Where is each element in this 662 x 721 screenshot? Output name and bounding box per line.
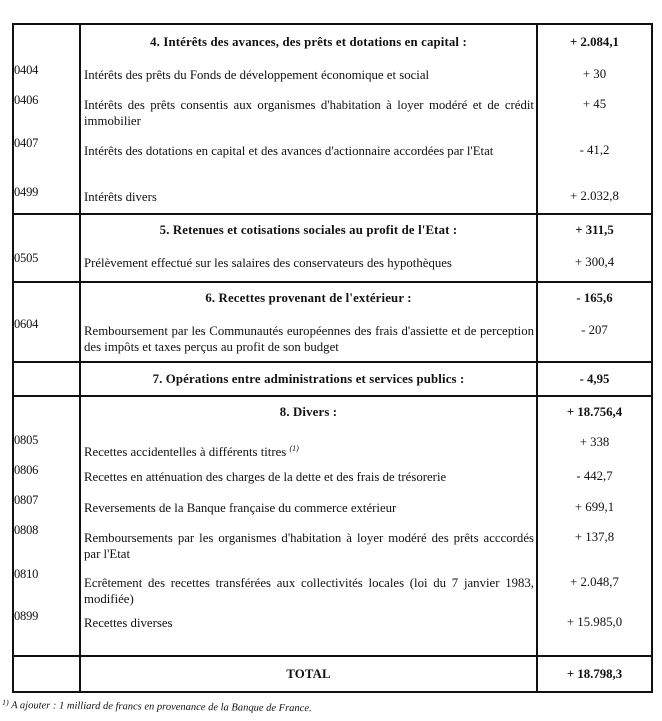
section-total: + 311,5 xyxy=(575,223,614,237)
footnote-reference: (1) xyxy=(289,444,299,453)
item-label: Ecrêtement des recettes transférées aux collectivités locales (loi du 7 janvier 1983, modifiée) xyxy=(84,576,534,606)
item-amount: - 41,2 xyxy=(579,143,610,157)
footnote-text: A ajouter : 1 milliard de francs en provenance de la Banque de France. xyxy=(11,700,312,715)
item-amount: + 300,4 xyxy=(574,255,615,269)
item-label: Intérêts divers xyxy=(84,190,157,204)
item-amount: + 2.032,8 xyxy=(570,189,619,203)
item-amount: - 442,7 xyxy=(576,469,613,483)
section-heading: 6. Recettes provenant de l'extérieur : xyxy=(205,291,412,305)
item-code: 0407 xyxy=(14,136,39,150)
total-amount: + 18.798,3 xyxy=(566,667,623,681)
section-5 xyxy=(12,215,652,283)
item-code: 0899 xyxy=(14,609,39,623)
section-total: - 4,95 xyxy=(579,372,610,386)
section-heading: 4. Intérêts des avances, des prêts et dotations en capital : xyxy=(150,35,467,49)
item-code: 0505 xyxy=(14,251,39,265)
item-label: Recettes diverses xyxy=(84,616,173,630)
section-7 xyxy=(12,363,652,397)
item-amount: + 699,1 xyxy=(574,500,615,514)
section-heading: 5. Retenues et cotisations sociales au profit de l'Etat : xyxy=(159,223,458,237)
item-code: 0807 xyxy=(14,493,39,507)
footnote-mark: 1) xyxy=(1,698,9,708)
item-amount: + 2.048,7 xyxy=(570,575,619,589)
item-amount: + 137,8 xyxy=(574,530,615,544)
item-label-text: Recettes accidentelles à différents titres xyxy=(84,445,287,459)
section-6 xyxy=(12,283,652,363)
item-code: 0810 xyxy=(14,567,39,581)
item-label xyxy=(84,441,534,460)
item-code: 0805 xyxy=(14,433,39,447)
footnote xyxy=(2,698,312,714)
section-heading: 7. Opérations entre administrations et services publics : xyxy=(152,372,465,386)
total-label: TOTAL xyxy=(286,667,331,681)
item-label: Remboursement par les Communautés européennes des frais d'assiette et de perception des impôts et taxes perçus au profit de son budget xyxy=(84,324,534,354)
item-code: 0404 xyxy=(14,63,39,77)
item-label: Intérêts des prêts consentis aux organismes d'habitation à loyer modéré et de crédit immobilier xyxy=(84,98,534,128)
section-total: + 18.756,4 xyxy=(566,405,623,419)
item-amount: - 207 xyxy=(581,323,608,337)
item-amount: + 338 xyxy=(579,435,610,449)
item-label: Recettes en atténuation des charges de la dette et des frais de trésorerie xyxy=(84,470,447,484)
item-label: Reversements de la Banque française du commerce extérieur xyxy=(84,501,397,515)
item-code: 0806 xyxy=(14,463,39,477)
item-label: Remboursements par les organismes d'habitation à loyer modéré des prêts acccordés par l'Etat xyxy=(84,531,534,561)
section-heading: 8. Divers : xyxy=(279,405,338,419)
section-total: - 165,6 xyxy=(576,291,613,305)
item-amount: + 15.985,0 xyxy=(566,615,623,629)
item-code: 0406 xyxy=(14,93,39,107)
item-label: Prélèvement effectué sur les salaires des conservateurs des hypothèques xyxy=(84,256,452,270)
item-code: 0808 xyxy=(14,523,39,537)
grand-total-row xyxy=(12,657,652,693)
section-total: + 2.084,1 xyxy=(570,35,619,49)
section-8 xyxy=(12,397,652,657)
item-label: Intérêts des prêts du Fonds de développement économique et social xyxy=(84,68,430,82)
item-code: 0604 xyxy=(14,317,39,331)
item-amount: + 45 xyxy=(582,97,607,111)
item-amount: + 30 xyxy=(582,67,607,81)
item-code: 0499 xyxy=(14,185,39,199)
revenue-table xyxy=(12,23,652,693)
section-4 xyxy=(12,23,652,215)
item-label: Intérêts des dotations en capital et des avances d'actionnaire accordées par l'Etat xyxy=(84,144,494,158)
